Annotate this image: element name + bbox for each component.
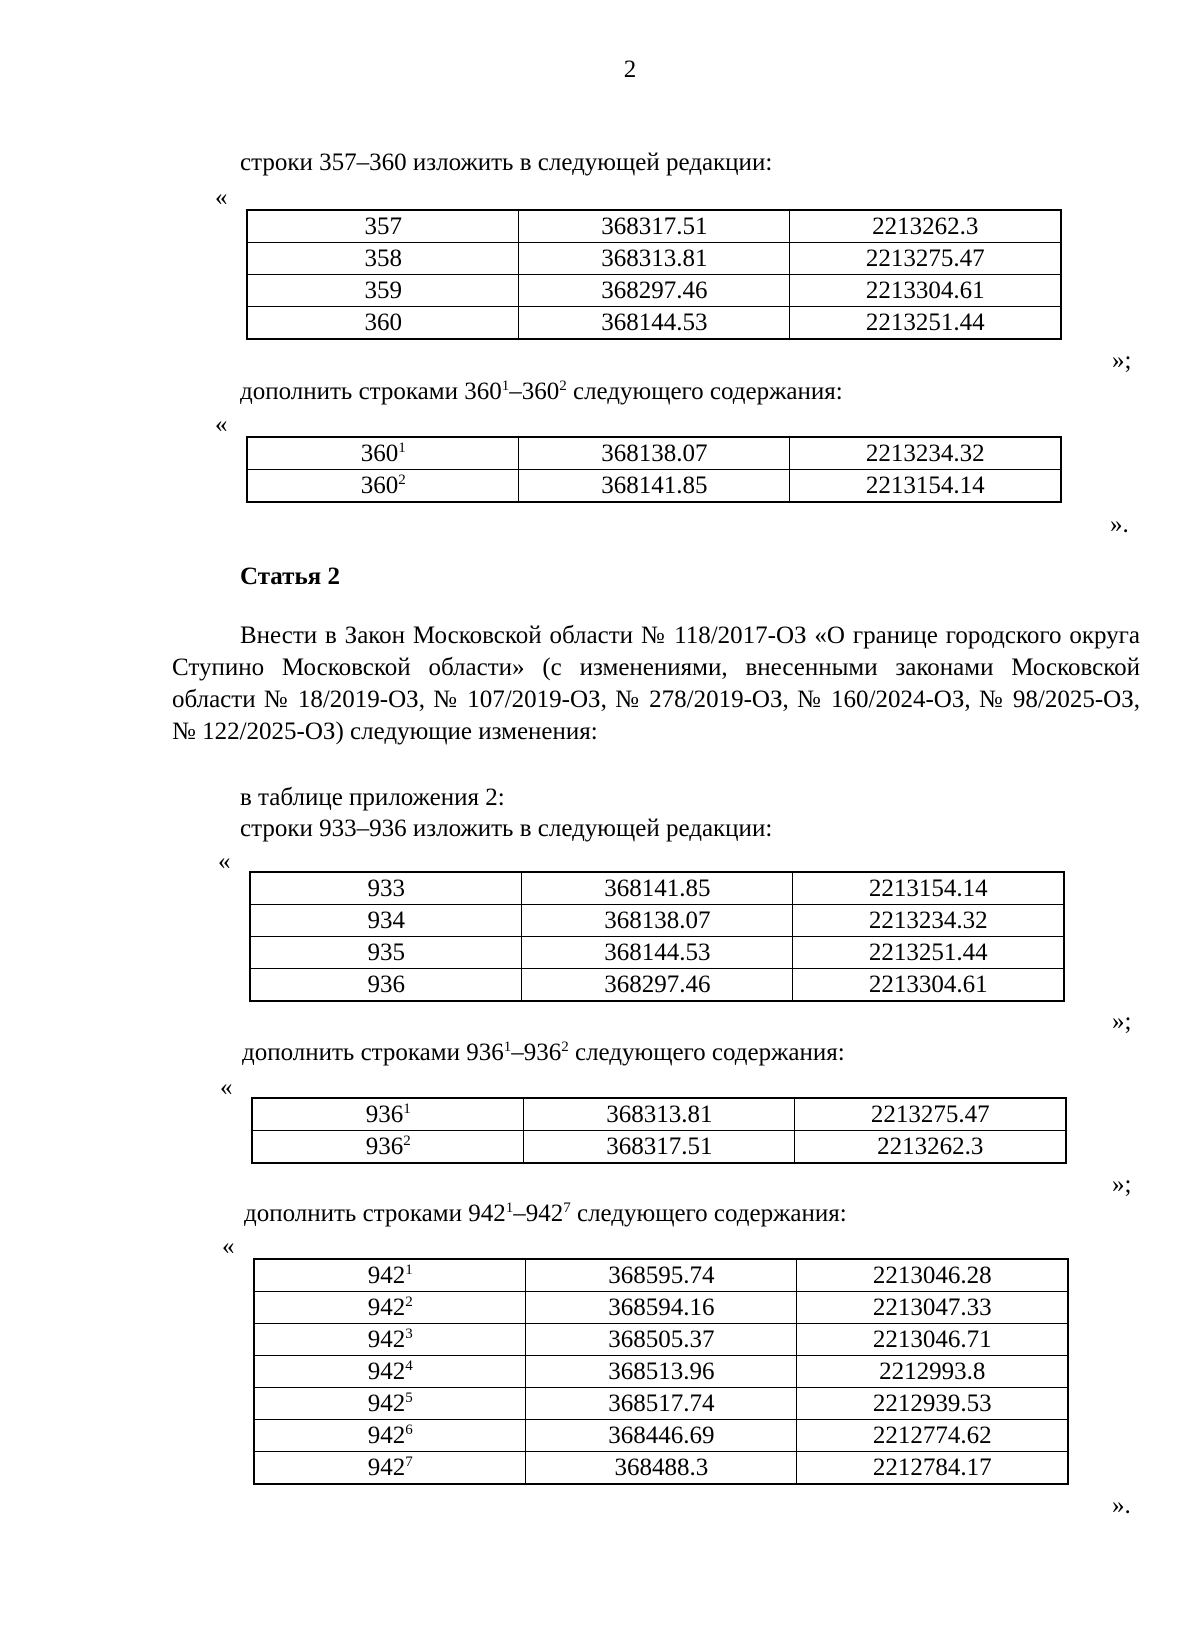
point-number-cell: 933 — [250, 872, 522, 905]
x-coordinate-cell: 368317.51 — [524, 1131, 795, 1164]
point-number-cell: $942^2$ — [254, 1292, 526, 1324]
point-number-cell: 359 — [247, 275, 519, 307]
coordinates-table-5 — [253, 1258, 1069, 1485]
x-coordinate-cell: 368297.46 — [522, 969, 793, 1002]
x-coordinate-cell: 368141.85 — [522, 872, 793, 905]
coordinates-table-4 — [251, 1097, 1067, 1164]
y-coordinate-cell: 2213275.47 — [790, 243, 1061, 275]
point-number-cell: $942^5$ — [254, 1388, 526, 1420]
y-coordinate-cell: 2213304.61 — [793, 969, 1064, 1002]
x-coordinate-cell: 368138.07 — [522, 905, 793, 937]
point-number-cell: 358 — [247, 243, 519, 275]
x-coordinate-cell: 368144.53 — [522, 937, 793, 969]
y-coordinate-cell: 2213046.71 — [797, 1324, 1068, 1356]
intro-line-5: дополнить строками $942^1-942^7$ следующего содержания: — [244, 1200, 847, 1227]
y-coordinate-cell: 2213251.44 — [793, 937, 1064, 969]
y-coordinate-cell: 2212993.8 — [797, 1356, 1068, 1388]
y-coordinate-cell: 2213154.14 — [790, 470, 1061, 503]
x-coordinate-cell: 368297.46 — [519, 275, 790, 307]
x-coordinate-cell: 368595.74 — [526, 1259, 797, 1292]
y-coordinate-cell: 2213251.44 — [790, 307, 1061, 340]
x-coordinate-cell: 368317.51 — [519, 210, 790, 243]
table-row — [254, 1259, 1068, 1292]
y-coordinate-cell: 2212774.62 — [797, 1420, 1068, 1452]
y-coordinate-cell: 2213047.33 — [797, 1292, 1068, 1324]
table-row — [254, 1356, 1068, 1388]
table-row — [247, 243, 1061, 275]
open-quote: « — [215, 411, 228, 438]
article-paragraph: Внести в Закон Московской области № 118/2017-ОЗ «О границе городского округа Ступино Московской области» (с изменениями, внесенными законами Московской области № 18/2019-ОЗ, № 107/2019-ОЗ, № 278/2019-ОЗ, № 160/2024-ОЗ, № 98/2025-ОЗ, № 122/2025-ОЗ) следующие изменения: — [172, 622, 1140, 745]
coordinates-table-2 — [246, 436, 1062, 503]
x-coordinate-cell: 368505.37 — [526, 1324, 797, 1356]
appendix-line: в таблице приложения 2: — [240, 784, 505, 811]
table-row — [247, 437, 1061, 470]
point-number-cell: 357 — [247, 210, 519, 243]
intro-line-2: дополнить строками $360^1-360^2$ следующего содержания: — [240, 378, 843, 405]
coordinates-table-3 — [249, 871, 1065, 1002]
point-number-cell: $360^2$ — [247, 470, 519, 503]
point-number-cell: $360^1$ — [247, 437, 519, 470]
point-number-cell: 935 — [250, 937, 522, 969]
point-number-cell: 936 — [250, 969, 522, 1002]
intro-line-1: строки 357–360 изложить в следующей редакции: — [240, 149, 773, 176]
table-row — [250, 872, 1064, 905]
y-coordinate-cell: 2213304.61 — [790, 275, 1061, 307]
y-coordinate-cell: 2213046.28 — [797, 1259, 1068, 1292]
table-row — [254, 1292, 1068, 1324]
y-coordinate-cell: 2212784.17 — [797, 1452, 1068, 1485]
x-coordinate-cell: 368141.85 — [519, 470, 790, 503]
table-row — [250, 905, 1064, 937]
y-coordinate-cell: 2213234.32 — [790, 437, 1061, 470]
intro-line-3: строки 933–936 изложить в следующей редакции: — [240, 815, 773, 842]
open-quote: « — [218, 848, 231, 875]
table-row — [247, 210, 1061, 243]
table-row — [254, 1452, 1068, 1485]
article-heading: Статья 2 — [240, 563, 340, 590]
x-coordinate-cell: 368138.07 — [519, 437, 790, 470]
open-quote: « — [222, 1233, 235, 1260]
point-number-cell: 360 — [247, 307, 519, 340]
table-row — [247, 470, 1061, 503]
y-coordinate-cell: 2213234.32 — [793, 905, 1064, 937]
close-quote: »; — [1112, 1008, 1132, 1035]
close-quote: »; — [1112, 347, 1132, 374]
table-row — [250, 969, 1064, 1002]
point-number-cell: $936^1$ — [252, 1098, 524, 1131]
close-quote: ». — [1112, 1492, 1131, 1519]
x-coordinate-cell: 368313.81 — [524, 1098, 795, 1131]
point-number-cell: $942^6$ — [254, 1420, 526, 1452]
close-quote: »; — [1112, 1171, 1132, 1198]
x-coordinate-cell: 368513.96 — [526, 1356, 797, 1388]
point-number-cell: $936^2$ — [252, 1131, 524, 1164]
close-quote: ». — [1110, 511, 1129, 538]
x-coordinate-cell: 368517.74 — [526, 1388, 797, 1420]
page-number: 2 — [623, 56, 637, 83]
y-coordinate-cell: 2213262.3 — [790, 210, 1061, 243]
coordinates-table-1 — [246, 209, 1062, 340]
table-row — [254, 1324, 1068, 1356]
intro-line-4: дополнить строками $936^1-936^2$ следующего содержания: — [242, 1039, 845, 1066]
y-coordinate-cell: 2213275.47 — [795, 1098, 1066, 1131]
x-coordinate-cell: 368488.3 — [526, 1452, 797, 1485]
table-row — [247, 275, 1061, 307]
point-number-cell: 934 — [250, 905, 522, 937]
x-coordinate-cell: 368144.53 — [519, 307, 790, 340]
x-coordinate-cell: 368594.16 — [526, 1292, 797, 1324]
point-number-cell: $942^4$ — [254, 1356, 526, 1388]
x-coordinate-cell: 368313.81 — [519, 243, 790, 275]
open-quote: « — [215, 184, 228, 211]
table-row — [247, 307, 1061, 340]
table-row — [250, 937, 1064, 969]
open-quote: « — [220, 1074, 233, 1101]
table-row — [254, 1420, 1068, 1452]
x-coordinate-cell: 368446.69 — [526, 1420, 797, 1452]
y-coordinate-cell: 2213262.3 — [795, 1131, 1066, 1164]
table-row — [254, 1388, 1068, 1420]
table-row — [252, 1131, 1066, 1164]
y-coordinate-cell: 2213154.14 — [793, 872, 1064, 905]
point-number-cell: $942^1$ — [254, 1259, 526, 1292]
point-number-cell: $942^7$ — [254, 1452, 526, 1485]
point-number-cell: $942^3$ — [254, 1324, 526, 1356]
table-row — [252, 1098, 1066, 1131]
y-coordinate-cell: 2212939.53 — [797, 1388, 1068, 1420]
